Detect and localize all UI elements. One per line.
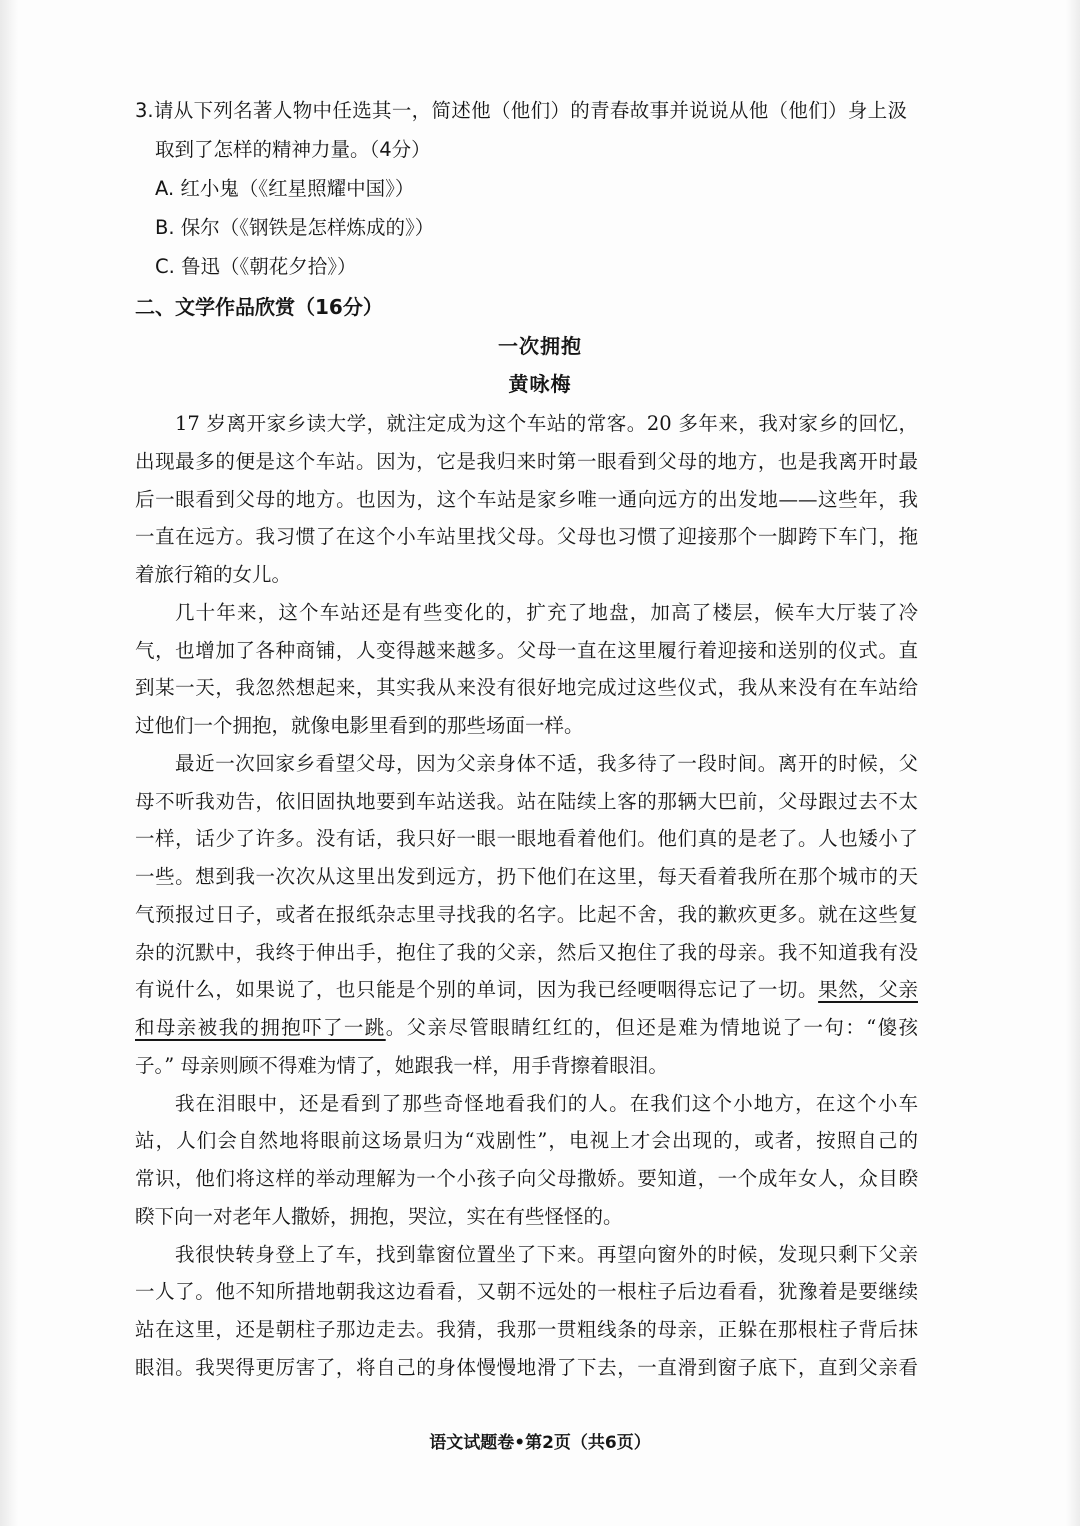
paragraph-line: 一些。想到我一次次从这里出发到远方，扔下他们在这里，每天看着我所在那个城市的天 (135, 865, 918, 888)
article-author: 黄咏梅 (508, 372, 572, 396)
question-prompt: 3.请从下列名著人物中任选其一，简述他（他们）的青春故事并说说从他（他们）身上汲 (135, 99, 907, 122)
paragraph-line: 站在这里，还是朝柱子那边走去。我猜，我那一贯粗线条的母亲，正躲在那根柱子背后抹 (135, 1318, 918, 1341)
paragraph-line: 气，也增加了各种商铺，人变得越来越多。父母一直在这里履行着迎接和送别的仪式。直 (135, 638, 918, 662)
option-b: B. 保尔（《钢铁是怎样炼成的》） (155, 215, 435, 239)
line-text: 有说什么，如果说了，也只能是个别的单词，因为我已经哽咽得忘记了一切。 (135, 978, 819, 1002)
paragraph-line: 出现最多的便是这个车站。因为，它是我归来时第一眼看到父母的地方，也是我离开时最 (135, 449, 918, 473)
line-text: 。父亲尽管眼睛红红的，但还是难为情地说了一句：“傻孩 (385, 1016, 918, 1039)
paragraph-line: 着旅行箱的女儿。 (135, 563, 292, 586)
page-footer: 语文试题卷•第2页（共6页） (429, 1433, 651, 1453)
paragraph-line: 我在泪眼中，还是看到了那些奇怪地看我们的人。在我们这个小地方，在这个小车 (175, 1091, 918, 1115)
option-a: A. 红小鬼（《红星照耀中国》） (155, 176, 415, 200)
paragraph-line: 母不听我劝告，依旧固执地要到车站送我。站在陆续上客的那辆大巴前，父母跟过去不太 (135, 789, 918, 813)
scan-edge-shadow-right (1066, 0, 1080, 1526)
paragraph-line: 到某一天，我忽然想起来，其实我从来没有很好地完成过这些仪式，我从来没有在车站给 (135, 676, 918, 700)
underlined-sentence: 果然，父亲 (818, 978, 918, 1002)
article-body (135, 405, 918, 1387)
paragraph-line (135, 971, 918, 1009)
article-title: 一次拥抱 (498, 334, 582, 358)
option-c: C. 鲁迅（《朝花夕拾》） (155, 254, 357, 278)
paragraph-line: 一样，话少了许多。没有话，我只好一眼一眼地看着他们。他们真的是老了。人也矮小了 (135, 827, 918, 851)
paragraph-line: 子。” 母亲则顾不得难为情了，她跟我一样，用手背擦着眼泪。 (135, 1053, 668, 1077)
paragraph-line: 我很快转身登上了车，找到靠窗位置坐了下来。再望向窗外的时候，发现只剩下父亲 (175, 1242, 918, 1266)
paragraph-line: 后一眼看到父母的地方。也因为，这个车站是家乡唯一通向远方的出发地——这些年，我 (135, 487, 918, 511)
underlined-sentence: 和母亲被我的拥抱吓了一跳 (135, 1016, 386, 1039)
paragraph-line: 杂的沉默中，我终于伸出手，抱住了我的父亲，然后又抱住了我的母亲。我不知道我有没 (135, 940, 918, 964)
paragraph-line: 一人了。他不知所措地朝我这边看看，又朝不远处的一根柱子后边看看，犹豫着是要继续 (135, 1280, 918, 1304)
paragraph-line: 眼泪。我哭得更厉害了，将自己的身体慢慢地滑了下去，一直滑到窗子底下，直到父亲看 (135, 1355, 918, 1379)
paragraph-line: 气预报过日子，或者在报纸杂志里寻找我的名字。比起不舍，我的歉疚更多。就在这些复 (135, 902, 918, 926)
paragraph-line: 站，人们会自然地将眼前这场景归为“戏剧性”，电视上才会出现的，或者，按照自己的 (135, 1129, 918, 1153)
paragraph-line: 17 岁离开家乡读大学，就注定成为这个车站的常客。20 多年来，我对家乡的回忆， (175, 412, 918, 435)
paragraph-line: 睽下向一对老年人撒娇，拥抱，哭泣，实在有些怪怪的。 (135, 1204, 623, 1228)
question-3 (135, 92, 907, 286)
paragraph-line: 常识，他们将这样的举动理解为一个小孩子向父母撒娇。要知道，一个成年女人，众目睽 (135, 1167, 918, 1190)
section-heading: 二、文学作品欣赏（16分） (135, 295, 383, 319)
paragraph-line: 过他们一个拥抱，就像电影里看到的那些场面一样。 (135, 714, 584, 737)
paragraph-line: 最近一次回家乡看望父母，因为父亲身体不适，我多待了一段时间。离开的时候，父 (175, 751, 918, 775)
paragraph-line (135, 1009, 918, 1047)
question-prompt-continued: 取到了怎样的精神力量。（4分） (155, 137, 431, 161)
scan-edge-shadow-left (0, 0, 18, 1526)
paragraph-line: 一直在远方。我习惯了在这个小车站里找父母。父母也习惯了迎接那个一脚跨下车门，拖 (135, 525, 918, 549)
paragraph-line: 几十年来，这个车站还是有些变化的，扩充了地盘，加高了楼层，候车大厅装了冷 (175, 600, 918, 624)
